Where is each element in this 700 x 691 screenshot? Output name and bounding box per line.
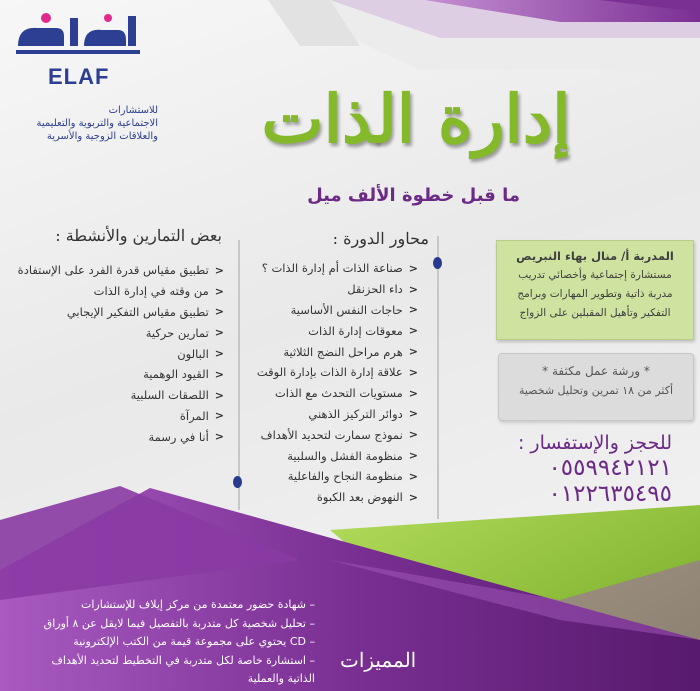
logo (8, 6, 166, 143)
chevron-left-icon: < (408, 303, 418, 317)
chevron-left-icon: < (214, 263, 224, 277)
list-item: < من وقته في إدارة الذات (93, 284, 224, 299)
chevron-left-icon: < (214, 305, 224, 319)
chevron-left-icon: < (214, 430, 224, 444)
chevron-left-icon: < (408, 490, 418, 504)
list-item: < اللصقات السلبية (130, 388, 224, 403)
list-item: < تطبيق مقياس قدرة الفرد على الإستفادة (17, 263, 224, 278)
list-item: < معوقات إدارة الذات (308, 323, 418, 338)
list-item: < منظومة النجاح والفاعلية (287, 469, 418, 484)
list-item: < أنا في رسمة (148, 429, 224, 444)
bullet-dot (433, 257, 442, 269)
chevron-left-icon: < (408, 282, 418, 296)
list-item: < هرم مراحل النضج الثلاثية (283, 344, 418, 359)
feature-item: – تحليل شخصية كل متدربة بالتفصيل فيما لايقل عن ٨ أوراق (43, 616, 315, 630)
course-axes-list (248, 258, 418, 508)
divider (238, 240, 240, 510)
course-axes-title: محاور الدورة : (332, 229, 429, 248)
chevron-left-icon: < (408, 261, 418, 275)
chevron-left-icon: < (408, 345, 418, 359)
trainer-desc-3: التفكير وتأهيل المقبلين على الزواج (519, 307, 671, 319)
list-item: < البالون (177, 346, 224, 361)
exercises-list (9, 260, 224, 447)
logo-text: ELAF (48, 64, 110, 89)
list-item: < مستويات التحدث مع الذات (274, 386, 418, 401)
workshop-detail: أكثر من ١٨ تمرين وتحليل شخصية (518, 384, 674, 397)
chevron-left-icon: < (214, 367, 224, 381)
divider (437, 236, 439, 519)
trainer-info-box (496, 240, 694, 340)
trainer-name: المدربة أ/ منال بهاء النبريص (516, 249, 674, 263)
list-item: < علاقة إدارة الذات بإدارة الوقت (256, 365, 418, 380)
logo-tagline (8, 104, 158, 143)
elaf-logo-mark (8, 6, 148, 64)
contact-label: للحجز والإستفسار : (517, 432, 672, 454)
chevron-left-icon: < (214, 388, 224, 402)
feature-item: – استشارة خاصة لكل متدربة في التخطيط لتحديد الأهداف (51, 653, 315, 667)
phone-number-2[interactable]: ٠١٢٢٦٣٥٤٩٥ (548, 481, 672, 507)
tagline-line-2: الاجتماعية والتربوية والتعليمية (36, 118, 158, 129)
list-item: < حاجات النفس الأساسية (290, 302, 418, 317)
chevron-left-icon: < (408, 449, 418, 463)
list-item: < القيود الوهمية (143, 367, 224, 382)
features-list (10, 596, 315, 689)
chevron-left-icon: < (214, 347, 224, 361)
trainer-desc-2: مدربة ذاتية وتطوير المهارات وبرامج (517, 288, 673, 300)
bullet-dot (233, 476, 242, 488)
list-item: < دوائر التركيز الذهني (308, 406, 418, 421)
chevron-left-icon: < (214, 284, 224, 298)
feature-item: الذاتية والعملية (247, 672, 315, 685)
list-item: < المرآة (179, 408, 224, 423)
chevron-left-icon: < (408, 407, 418, 421)
feature-item: – CD يحتوي على مجموعة قيمة من الكتب الإلكترونية (73, 635, 315, 648)
chevron-left-icon: < (408, 386, 418, 400)
chevron-left-icon: < (408, 324, 418, 338)
phone-number-1[interactable]: ٠٥٥٩٩٤٢١٢١ (548, 455, 672, 481)
exercises-title: بعض التمارين والأنشطة : (55, 226, 222, 245)
list-item: < داء الحزنقل (347, 282, 418, 297)
list-item: < منظومة الفشل والسلبية (287, 448, 418, 463)
chevron-left-icon: < (408, 365, 418, 379)
chevron-left-icon: < (214, 409, 224, 423)
list-item: < تطبيق مقياس التفكير الإيجابي (66, 304, 224, 319)
features-heading: المميزات (340, 648, 417, 672)
feature-item: – شهادة حضور معتمدة من مركز إيلاف للإستشارات (81, 598, 315, 611)
page-subtitle: ما قبل خطوة الألف ميل (307, 185, 520, 206)
trainer-desc-1: مستشارة إجتماعية وأخصائي تدريب (518, 269, 672, 281)
workshop-box (498, 353, 694, 421)
list-item: < صناعة الذات أم إدارة الذات ؟ (261, 261, 418, 276)
tagline-line-3: والعلاقات الزوجية والأسرية (46, 131, 158, 142)
list-item: < النهوض بعد الكبوة (316, 490, 418, 505)
chevron-left-icon: < (408, 428, 418, 442)
workshop-title: * ورشة عمل مكثفة * (542, 364, 650, 378)
list-item: < تمارين حركية (145, 325, 224, 340)
tagline-line-1: للاستشارات (108, 105, 158, 116)
list-item: < نموذج سمارت لتحديد الأهداف (260, 427, 418, 442)
chevron-left-icon: < (214, 326, 224, 340)
page-title: إدارة الذات (261, 80, 571, 158)
chevron-left-icon: < (408, 469, 418, 483)
